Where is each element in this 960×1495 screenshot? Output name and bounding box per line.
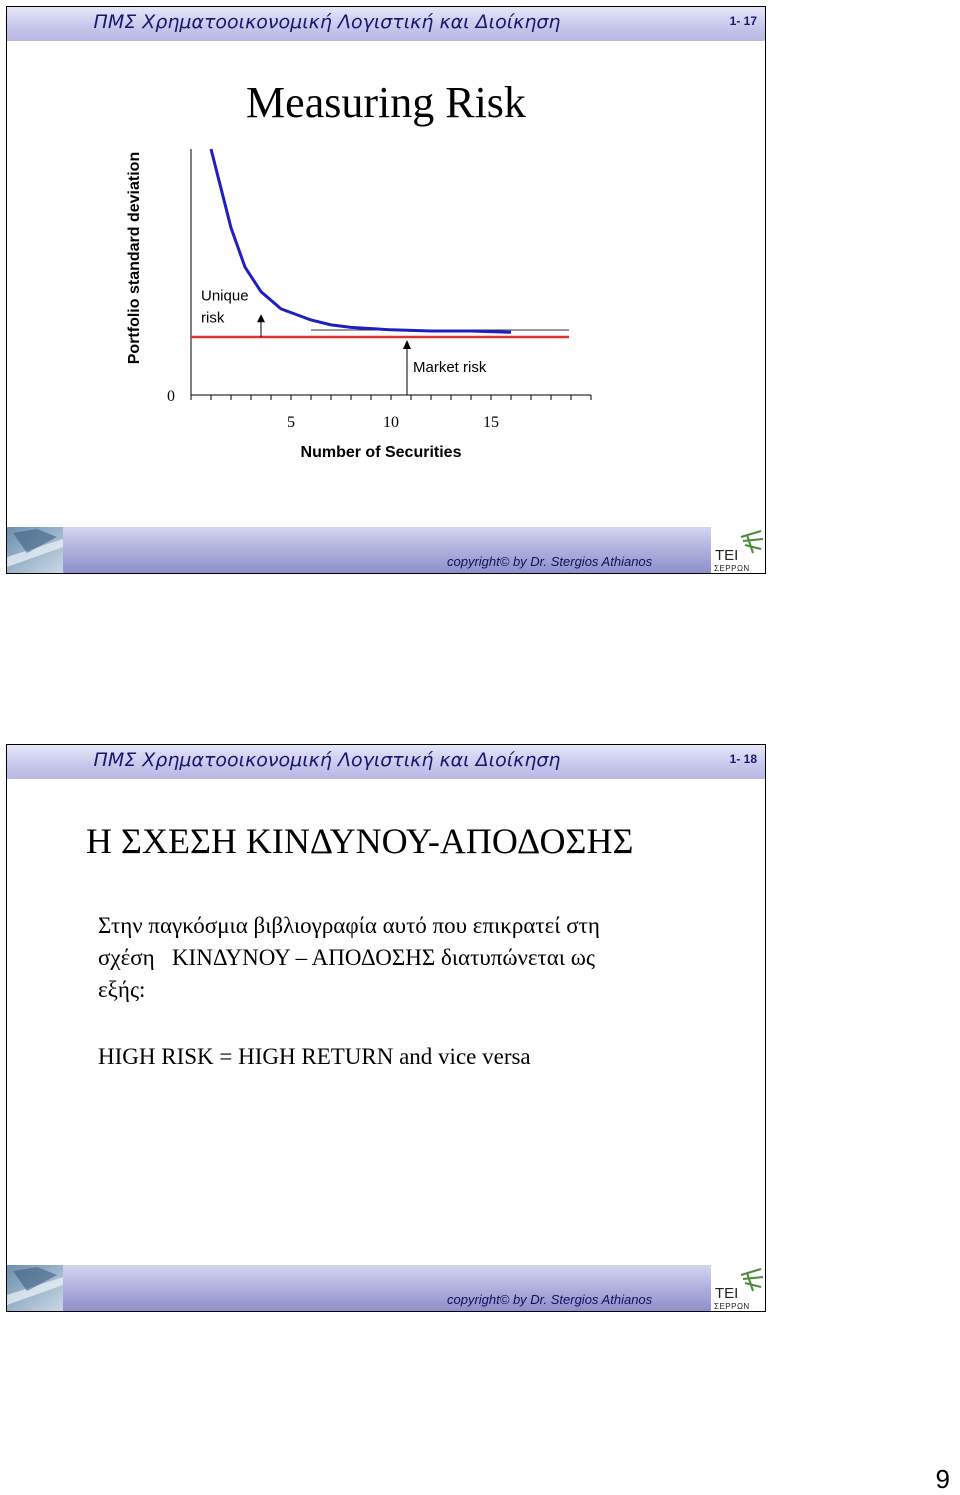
slide-1 bbox=[6, 6, 766, 574]
accounting-logo bbox=[7, 527, 63, 573]
tei-logo bbox=[711, 527, 765, 573]
slide-2-title: Η ΣΧΕΣΗ ΚΙΝΔΥΝΟΥ-ΑΠΟΔΟΣΗΣ bbox=[86, 821, 634, 861]
course-title: ΠΜΣ Χρηματοοικονομική Λογιστική και Διοίκηση bbox=[93, 749, 561, 771]
slide-2-body bbox=[98, 910, 698, 1006]
y-tick-label: 0 bbox=[167, 388, 175, 405]
x-tick-label: 5 bbox=[287, 414, 295, 431]
body-line: σχέση ΚΙΝΔΥΝΟΥ – ΑΠΟΔΟΣΗΣ διατυπώνεται ως bbox=[98, 945, 596, 970]
copyright-text: copyright© by Dr. Stergios Athianos bbox=[447, 554, 653, 569]
y-axis-label: Portfolio standard deviation bbox=[126, 151, 143, 365]
market-risk-arrowhead bbox=[403, 340, 411, 349]
tei-logo bbox=[711, 1265, 765, 1311]
slide-footer bbox=[7, 1265, 765, 1311]
slide-number: 1- 18 bbox=[729, 752, 757, 766]
x-tick-label: 10 bbox=[383, 414, 399, 431]
course-title: ΠΜΣ Χρηματοοικονομική Λογιστική και Διοίκηση bbox=[93, 11, 561, 33]
copyright-text: copyright© by Dr. Stergios Athianos bbox=[447, 1292, 653, 1307]
x-axis-label: Number of Securities bbox=[300, 444, 462, 461]
unique-risk-label-line2: risk bbox=[201, 309, 225, 327]
page-number: 9 bbox=[935, 1464, 950, 1494]
unique-risk-arrowhead bbox=[257, 314, 265, 322]
accounting-logo bbox=[7, 1265, 63, 1311]
unique-risk-label-line1: Unique bbox=[201, 287, 249, 305]
risk-return-statement: HIGH RISK = HIGH RETURN and vice versa bbox=[98, 1044, 531, 1069]
slide-header bbox=[7, 745, 765, 779]
market-risk-label: Market risk bbox=[413, 359, 487, 377]
tei-logo-sub: ΣΕΡΡΩΝ bbox=[714, 1302, 750, 1311]
tei-logo-main: ΤΕΙ bbox=[715, 547, 739, 564]
risk-chart bbox=[7, 7, 765, 477]
slide-number: 1- 17 bbox=[729, 14, 757, 28]
body-line: Στην παγκόσμια βιβλιογραφία αυτό που επικρατεί στη bbox=[98, 913, 600, 938]
chart-title: Measuring Risk bbox=[246, 78, 526, 127]
tei-logo-main: ΤΕΙ bbox=[715, 1285, 739, 1302]
x-tick-label: 15 bbox=[483, 414, 499, 431]
portfolio-risk-curve bbox=[211, 149, 511, 332]
tei-logo-sub: ΣΕΡΡΩΝ bbox=[714, 564, 750, 573]
body-line: εξής: bbox=[98, 977, 146, 1002]
slide-footer bbox=[7, 527, 765, 573]
